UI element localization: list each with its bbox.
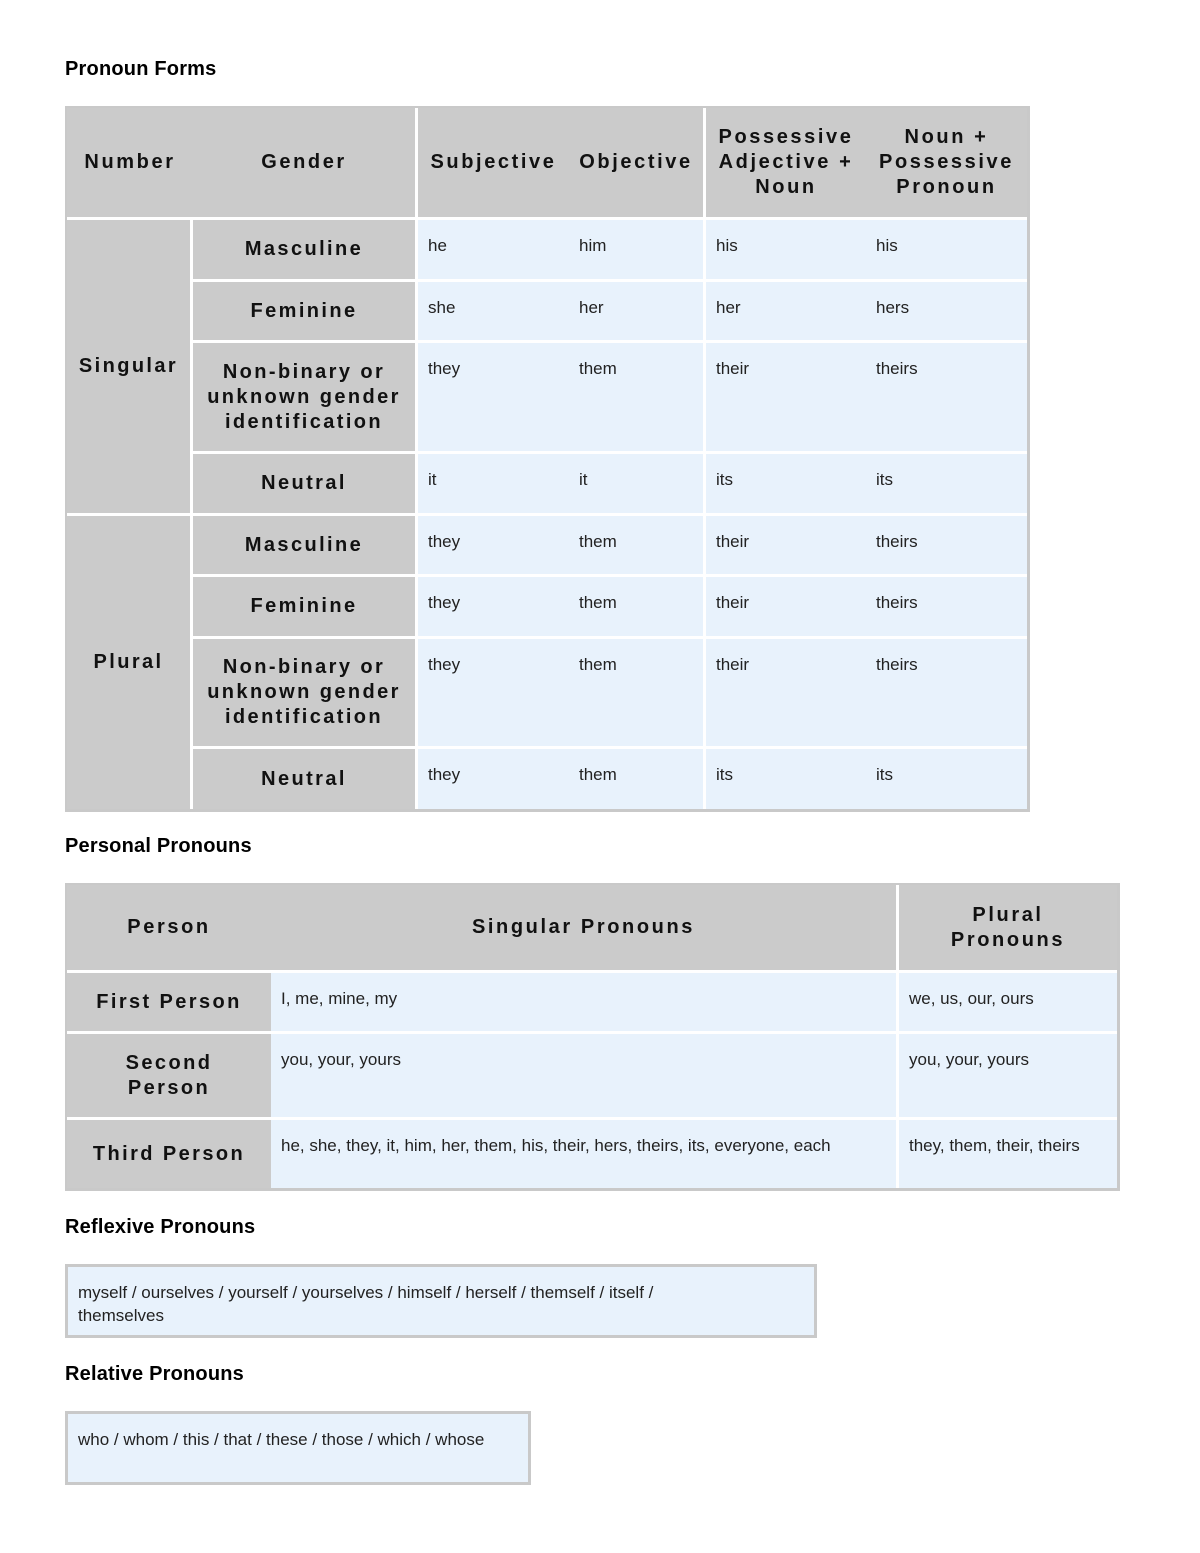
objective-cell: them [569,577,706,639]
plural-pronouns-cell: they, them, their, theirs [899,1120,1117,1188]
possessive-adjective-cell: her [706,282,866,343]
objective-cell: it [569,454,706,516]
gender-cell: Masculine [193,516,418,577]
subjective-cell: they [418,639,569,749]
possessive-pronoun-cell: theirs [866,577,1027,639]
header-possessive-pronoun: Noun + Possessive Pronoun [866,108,1027,220]
number-singular: Singular [67,220,193,516]
reflexive-pronouns-text: myself / ourselves / yourself / yourselves / himself / herself / themself / itself / themselves [78,1283,654,1325]
relative-pronouns-box [65,1411,531,1485]
gender-cell: Neutral [193,749,418,809]
objective-cell: her [569,282,706,343]
person-cell: Second Person [67,1034,271,1120]
header-number: Number [67,108,193,220]
gender-cell: Non-binary or unknown gender identification [193,639,418,749]
subjective-cell: she [418,282,569,343]
possessive-adjective-cell: their [706,516,866,577]
possessive-adjective-cell: their [706,577,866,639]
subjective-cell: it [418,454,569,516]
possessive-adjective-cell: its [706,454,866,516]
singular-pronouns-cell: you, your, yours [271,1034,899,1120]
possessive-pronoun-cell: theirs [866,639,1027,749]
table-row [67,282,1027,343]
table-row [67,577,1027,639]
subjective-cell: they [418,516,569,577]
reflexive-pronouns-heading: Reflexive Pronouns [65,1216,256,1238]
plural-pronouns-cell: you, your, yours [899,1034,1117,1120]
objective-cell: them [569,516,706,577]
header-singular-pronouns: Singular Pronouns [271,885,899,973]
singular-pronouns-cell: I, me, mine, my [271,973,899,1034]
subjective-cell: they [418,577,569,639]
pronoun-forms-heading: Pronoun Forms [65,58,217,80]
header-plural-pronouns: Plural Pronouns [899,885,1117,973]
header-person: Person [67,885,271,973]
person-cell: First Person [67,973,271,1034]
possessive-pronoun-cell: hers [866,282,1027,343]
possessive-pronoun-cell: theirs [866,516,1027,577]
possessive-pronoun-cell: its [866,454,1027,516]
possessive-pronoun-cell: his [866,220,1027,282]
objective-cell: them [569,639,706,749]
personal-header-row [67,885,1117,973]
gender-cell: Feminine [193,282,418,343]
plural-pronouns-cell: we, us, our, ours [899,973,1117,1034]
gender-cell: Neutral [193,454,418,516]
objective-cell: them [569,343,706,454]
possessive-pronoun-cell: its [866,749,1027,809]
relative-pronouns-heading: Relative Pronouns [65,1363,244,1385]
objective-cell: him [569,220,706,282]
subjective-cell: he [418,220,569,282]
gender-cell: Feminine [193,577,418,639]
possessive-adjective-cell: their [706,343,866,454]
personal-pronouns-table [65,883,1120,1191]
header-objective: Objective [569,108,706,220]
table-row [67,516,1027,577]
table-row [67,454,1027,516]
header-possessive-adjective: Possessive Adjective + Noun [706,108,866,220]
personal-pronouns-heading: Personal Pronouns [65,835,252,857]
relative-pronouns-text: who / whom / this / that / these / those / which / whose [78,1430,485,1449]
header-gender: Gender [193,108,418,220]
gender-cell: Non-binary or unknown gender identification [193,343,418,454]
possessive-adjective-cell: its [706,749,866,809]
table-row [67,343,1027,454]
subjective-cell: they [418,343,569,454]
table-row [67,749,1027,809]
number-plural: Plural [67,516,193,809]
singular-pronouns-cell: he, she, they, it, him, her, them, his, their, hers, theirs, its, everyone, each [271,1120,899,1188]
possessive-adjective-cell: their [706,639,866,749]
person-cell: Third Person [67,1120,271,1188]
possessive-pronoun-cell: theirs [866,343,1027,454]
header-subjective: Subjective [418,108,569,220]
subjective-cell: they [418,749,569,809]
table-row [67,639,1027,749]
pronoun-forms-header-row [67,108,1027,220]
table-row [67,973,1117,1034]
reflexive-pronouns-box [65,1264,817,1338]
gender-cell: Masculine [193,220,418,282]
possessive-adjective-cell: his [706,220,866,282]
table-row [67,1034,1117,1120]
table-row [67,1120,1117,1188]
objective-cell: them [569,749,706,809]
table-row [67,220,1027,282]
pronoun-forms-table [65,106,1030,812]
